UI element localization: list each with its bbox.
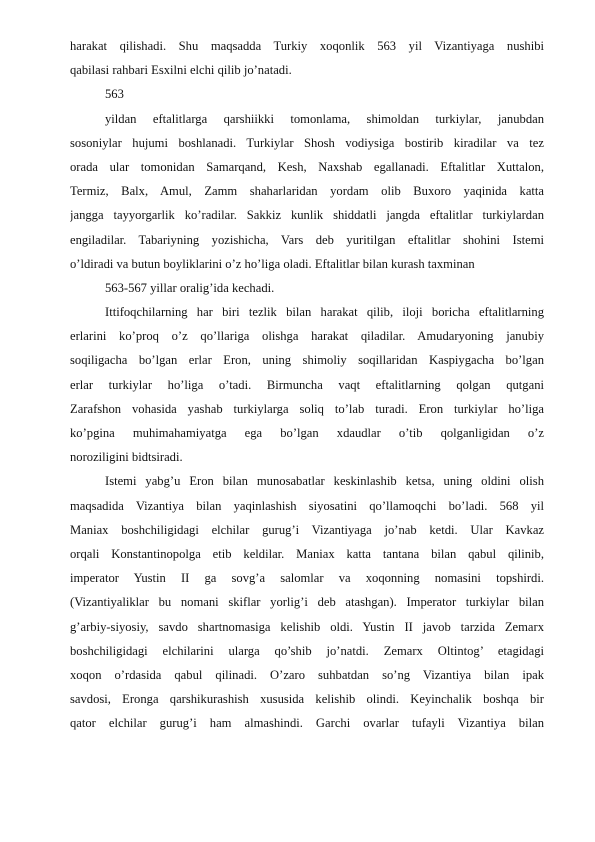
- text-line: Termiz, Balx, Amul, Zamm shaharlaridan yordam olib Buxoro yaqinida katta: [70, 184, 544, 199]
- text-line: qabilasi rahbari Esxilni elchi qilib jo’natadi.: [70, 63, 292, 78]
- text-line: jangga tayyorgarlik ko’radilar. Sakkiz kunlik shiddatli jangda eftalitlar turkiylardan: [70, 208, 544, 223]
- text-line: noroziligini bidtsiradi.: [70, 450, 183, 465]
- text-line: o’ldiradi va butun boyliklarini o’z ho’liga oladi. Eftalitlar bilan kurash taxminan: [70, 256, 475, 271]
- text-line: boshchiligidagi elchilarini ularga qo’shib jo’natdi. Zemarx Oltintog’ etagidagi: [70, 643, 544, 658]
- text-line: Zarafshon vohasida yashab turkiylarga soliq to’lab turadi. Eron turkiylar ho’liga: [70, 401, 544, 416]
- text-line: harakat qilishadi. Shu maqsadda Turkiy xoqonlik 563 yil Vizantiyaga nushibi: [70, 39, 544, 53]
- text-line: g’arbiy-siyosiy, savdo shartnomasiga kelishib oldi. Yustin II javob tarzida Zemarx: [70, 619, 544, 634]
- text-line: erlar turkiylar ho’liga o’tadi. Birmuncha vaqt eftalitlarning qolgan qutgani: [70, 377, 544, 392]
- text-line: engiladilar. Tabariyning yozishicha, Vars deb yuritilgan eftalitlar shohini Istemi: [70, 232, 544, 247]
- text-line: qator elchilar gurug’i ham almashindi. Garchi ovarlar tufayli Vizantiya bilan: [70, 716, 544, 731]
- text-line: Maniax boshchiligidagi elchilar gurug’i Vizantiyaga jo’nab ketdi. Ular Kavkaz: [70, 522, 544, 537]
- text-line: orqali Konstantinopolga etib keldilar. Maniax katta tantana bilan qabul qilinib,: [70, 546, 544, 561]
- text-line: erlarini ko’proq o’z qo’llariga olishga harakat qiladilar. Amudaryoning janubiy: [70, 329, 544, 344]
- text-line: 563: [105, 87, 124, 102]
- text-line: imperator Yustin II ga sovg’a salomlar va xoqonning nomasini topshirdi.: [70, 571, 544, 586]
- text-line: sosoniylar hujumi boshlanadi. Turkiylar Shosh vodiysiga bostirib kiradilar va tez: [70, 135, 544, 150]
- text-line: maqsadida Vizantiya bilan yaqinlashish siyosatini qo’llamoqchi bo’ladi. 568 yil: [70, 498, 544, 513]
- text-line: yildan eftalitlarga qarshiikki tomonlama, shimoldan turkiylar, janubdan: [105, 111, 544, 126]
- text-line: ko’pgina muhimahamiyatga ega bo’lgan xdaudlar o’tib qolganligidan o’z: [70, 426, 544, 440]
- text-line: soqiligacha bo’lgan erlar Eron, uning shimoliy soqillaridan Kaspiygacha bo’lgan: [70, 353, 544, 368]
- text-line: savdosi, Eronga qarshikurashish xususida kelishib olindi. Keyinchalik boshqa bir: [70, 692, 544, 707]
- text-line: Ittifoqchilarning har biri tezlik bilan harakat qilib, iloji boricha eftalitlarning: [105, 305, 544, 320]
- text-line: xoqon o’rdasida qabul qilinadi. O’zaro suhbatdan so’ng Vizantiya bilan ipak: [70, 667, 544, 682]
- text-line: (Vizantiyaliklar bu nomani skiflar yorlig’i deb atashgan). Imperator turkiylar bilan: [70, 595, 544, 610]
- text-line: orada ular tomonidan Samarqand, Kesh, Naxshab egallanadi. Eftalitlar Xuttalon,: [70, 159, 544, 174]
- document-page: [70, 34, 544, 735]
- text-line: Istemi yabg’u Eron bilan munosabatlar keskinlashib ketsa, uning oldini olish: [105, 474, 544, 489]
- text-line: 563-567 yillar oralig’ida kechadi.: [105, 280, 275, 295]
